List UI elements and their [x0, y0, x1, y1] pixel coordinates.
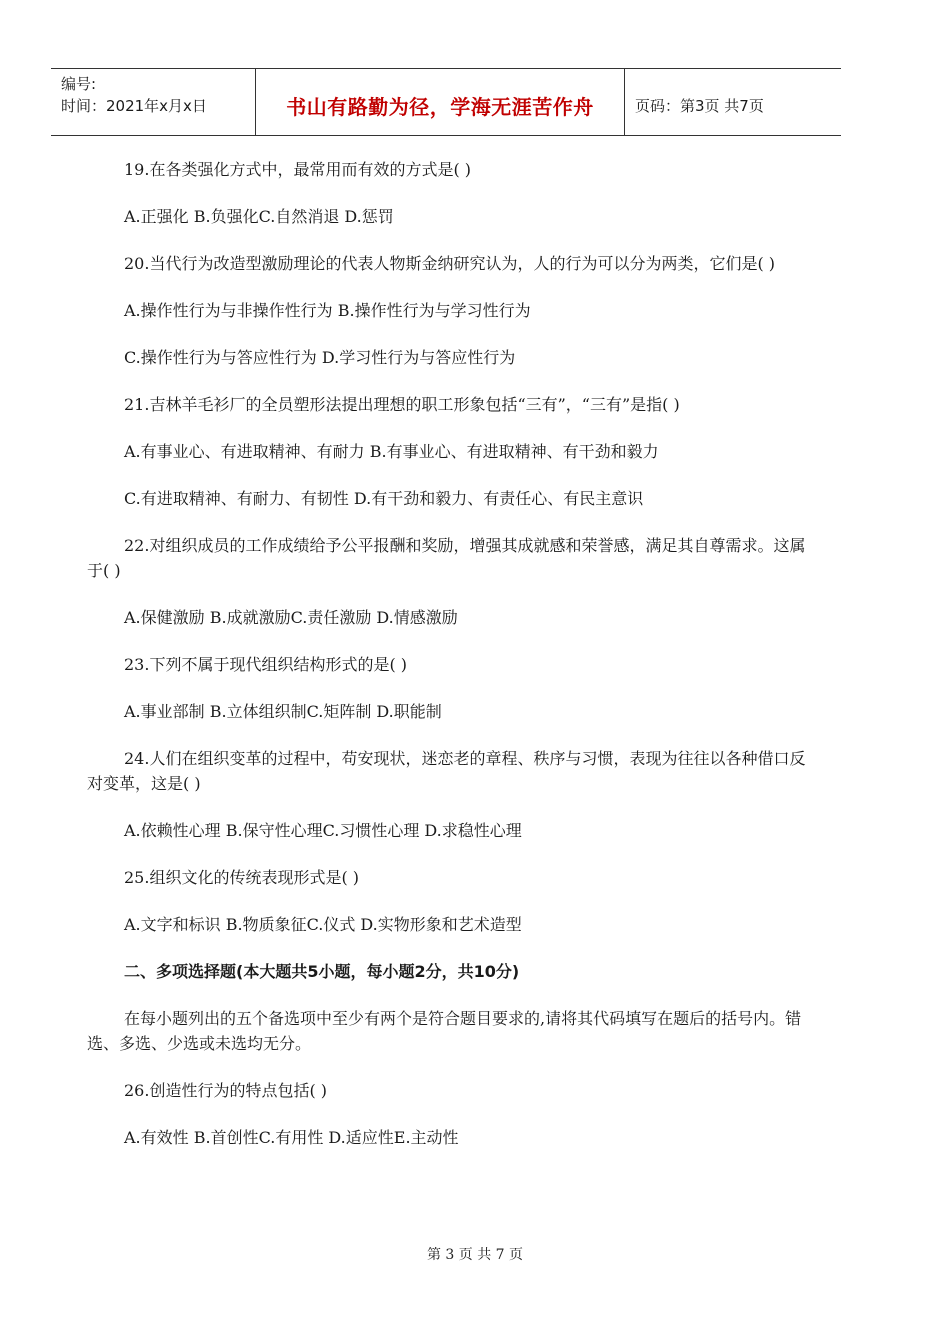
answer-options: A.文字和标识 B.物质象征C.仪式 D.实物形象和艺术造型 — [124, 915, 522, 934]
paragraph-gap — [87, 417, 817, 439]
question-text: 19.在各类强化方式中，最常用而有效的方式是( ) — [124, 160, 472, 179]
question-text: 21.吉林羊毛衫厂的全员塑形法提出理想的职工形象包括“三有”，“三有”是指( ) — [124, 395, 680, 414]
question-text: 23.下列不属于现代组织结构形式的是( ) — [124, 655, 408, 674]
question-text: 26.创造性行为的特点包括( ) — [124, 1081, 328, 1100]
question-text: 在每小题列出的五个备选项中至少有两个是符合题目要求的,请将其代码填写在题后的括号内。错选、多选、少选或未选均无分。 — [87, 1009, 802, 1053]
paragraph-gap — [87, 1103, 817, 1125]
answer-options: C.操作性行为与答应性行为 D.学习性行为与答应性行为 — [124, 348, 516, 367]
header-meta — [51, 69, 255, 135]
answer-options: A.有事业心、有进取精神、有耐力 B.有事业心、有进取精神、有干劲和毅力 — [124, 442, 659, 461]
code-label: 编号: — [61, 75, 97, 93]
paragraph-gap — [87, 276, 817, 298]
paragraph-gap — [87, 630, 817, 652]
motto: 书山有路勤为径，学海无涯苦作舟 — [286, 94, 594, 119]
document-header — [51, 68, 841, 136]
paragraph-gap — [87, 323, 817, 345]
question-text: 22.对组织成员的工作成绩给予公平报酬和奖励，增强其成就感和荣誉感，满足其自尊需求。这属于( ) — [87, 536, 806, 580]
answer-options: A.正强化 B.负强化C.自然消退 D.惩罚 — [124, 207, 394, 226]
paragraph-gap — [87, 677, 817, 699]
paragraph-gap — [87, 984, 817, 1006]
paragraph-gap — [87, 229, 817, 251]
answer-options: A.依赖性心理 B.保守性心理C.习惯性心理 D.求稳性心理 — [124, 821, 522, 840]
answer-options: A.保健激励 B.成就激励C.责任激励 D.情感激励 — [124, 608, 458, 627]
paragraph-gap — [87, 796, 817, 818]
question-text: 20.当代行为改造型激励理论的代表人物斯金纳研究认为，人的行为可以分为两类，它们是( ) — [124, 254, 776, 273]
paragraph-gap — [87, 182, 817, 204]
paragraph-gap — [87, 511, 817, 533]
document-body — [87, 157, 817, 1150]
page-footer: 第 3 页 共 7 页 — [426, 1247, 524, 1263]
paragraph-gap — [87, 370, 817, 392]
header-page-cell — [625, 69, 841, 135]
answer-options: A.事业部制 B.立体组织制C.矩阵制 D.职能制 — [124, 702, 442, 721]
paragraph-gap — [87, 843, 817, 865]
section-title: 二、多项选择题(本大题共5小题，每小题2分，共10分) — [124, 962, 520, 981]
page-label: 页码：第3页 共7页 — [635, 96, 764, 115]
time-label: 时间：2021年x月x日 — [61, 97, 207, 115]
paragraph-gap — [87, 890, 817, 912]
paragraph-gap — [87, 724, 817, 746]
paragraph-gap — [87, 1056, 817, 1078]
paragraph-gap — [87, 583, 817, 605]
answer-options: C.有进取精神、有耐力、有韧性 D.有干劲和毅力、有责任心、有民主意识 — [124, 489, 644, 508]
question-text: 25.组织文化的传统表现形式是( ) — [124, 868, 360, 887]
answer-options: A.操作性行为与非操作性行为 B.操作性行为与学习性行为 — [124, 301, 531, 320]
paragraph-gap — [87, 937, 817, 959]
question-text: 24.人们在组织变革的过程中，苟安现状，迷恋老的章程、秩序与习惯，表现为往往以各种借口反对变革，这是( ) — [87, 749, 806, 793]
answer-options: A.有效性 B.首创性C.有用性 D.适应性E.主动性 — [124, 1128, 459, 1147]
paragraph-gap — [87, 464, 817, 486]
header-motto-cell — [255, 69, 625, 135]
